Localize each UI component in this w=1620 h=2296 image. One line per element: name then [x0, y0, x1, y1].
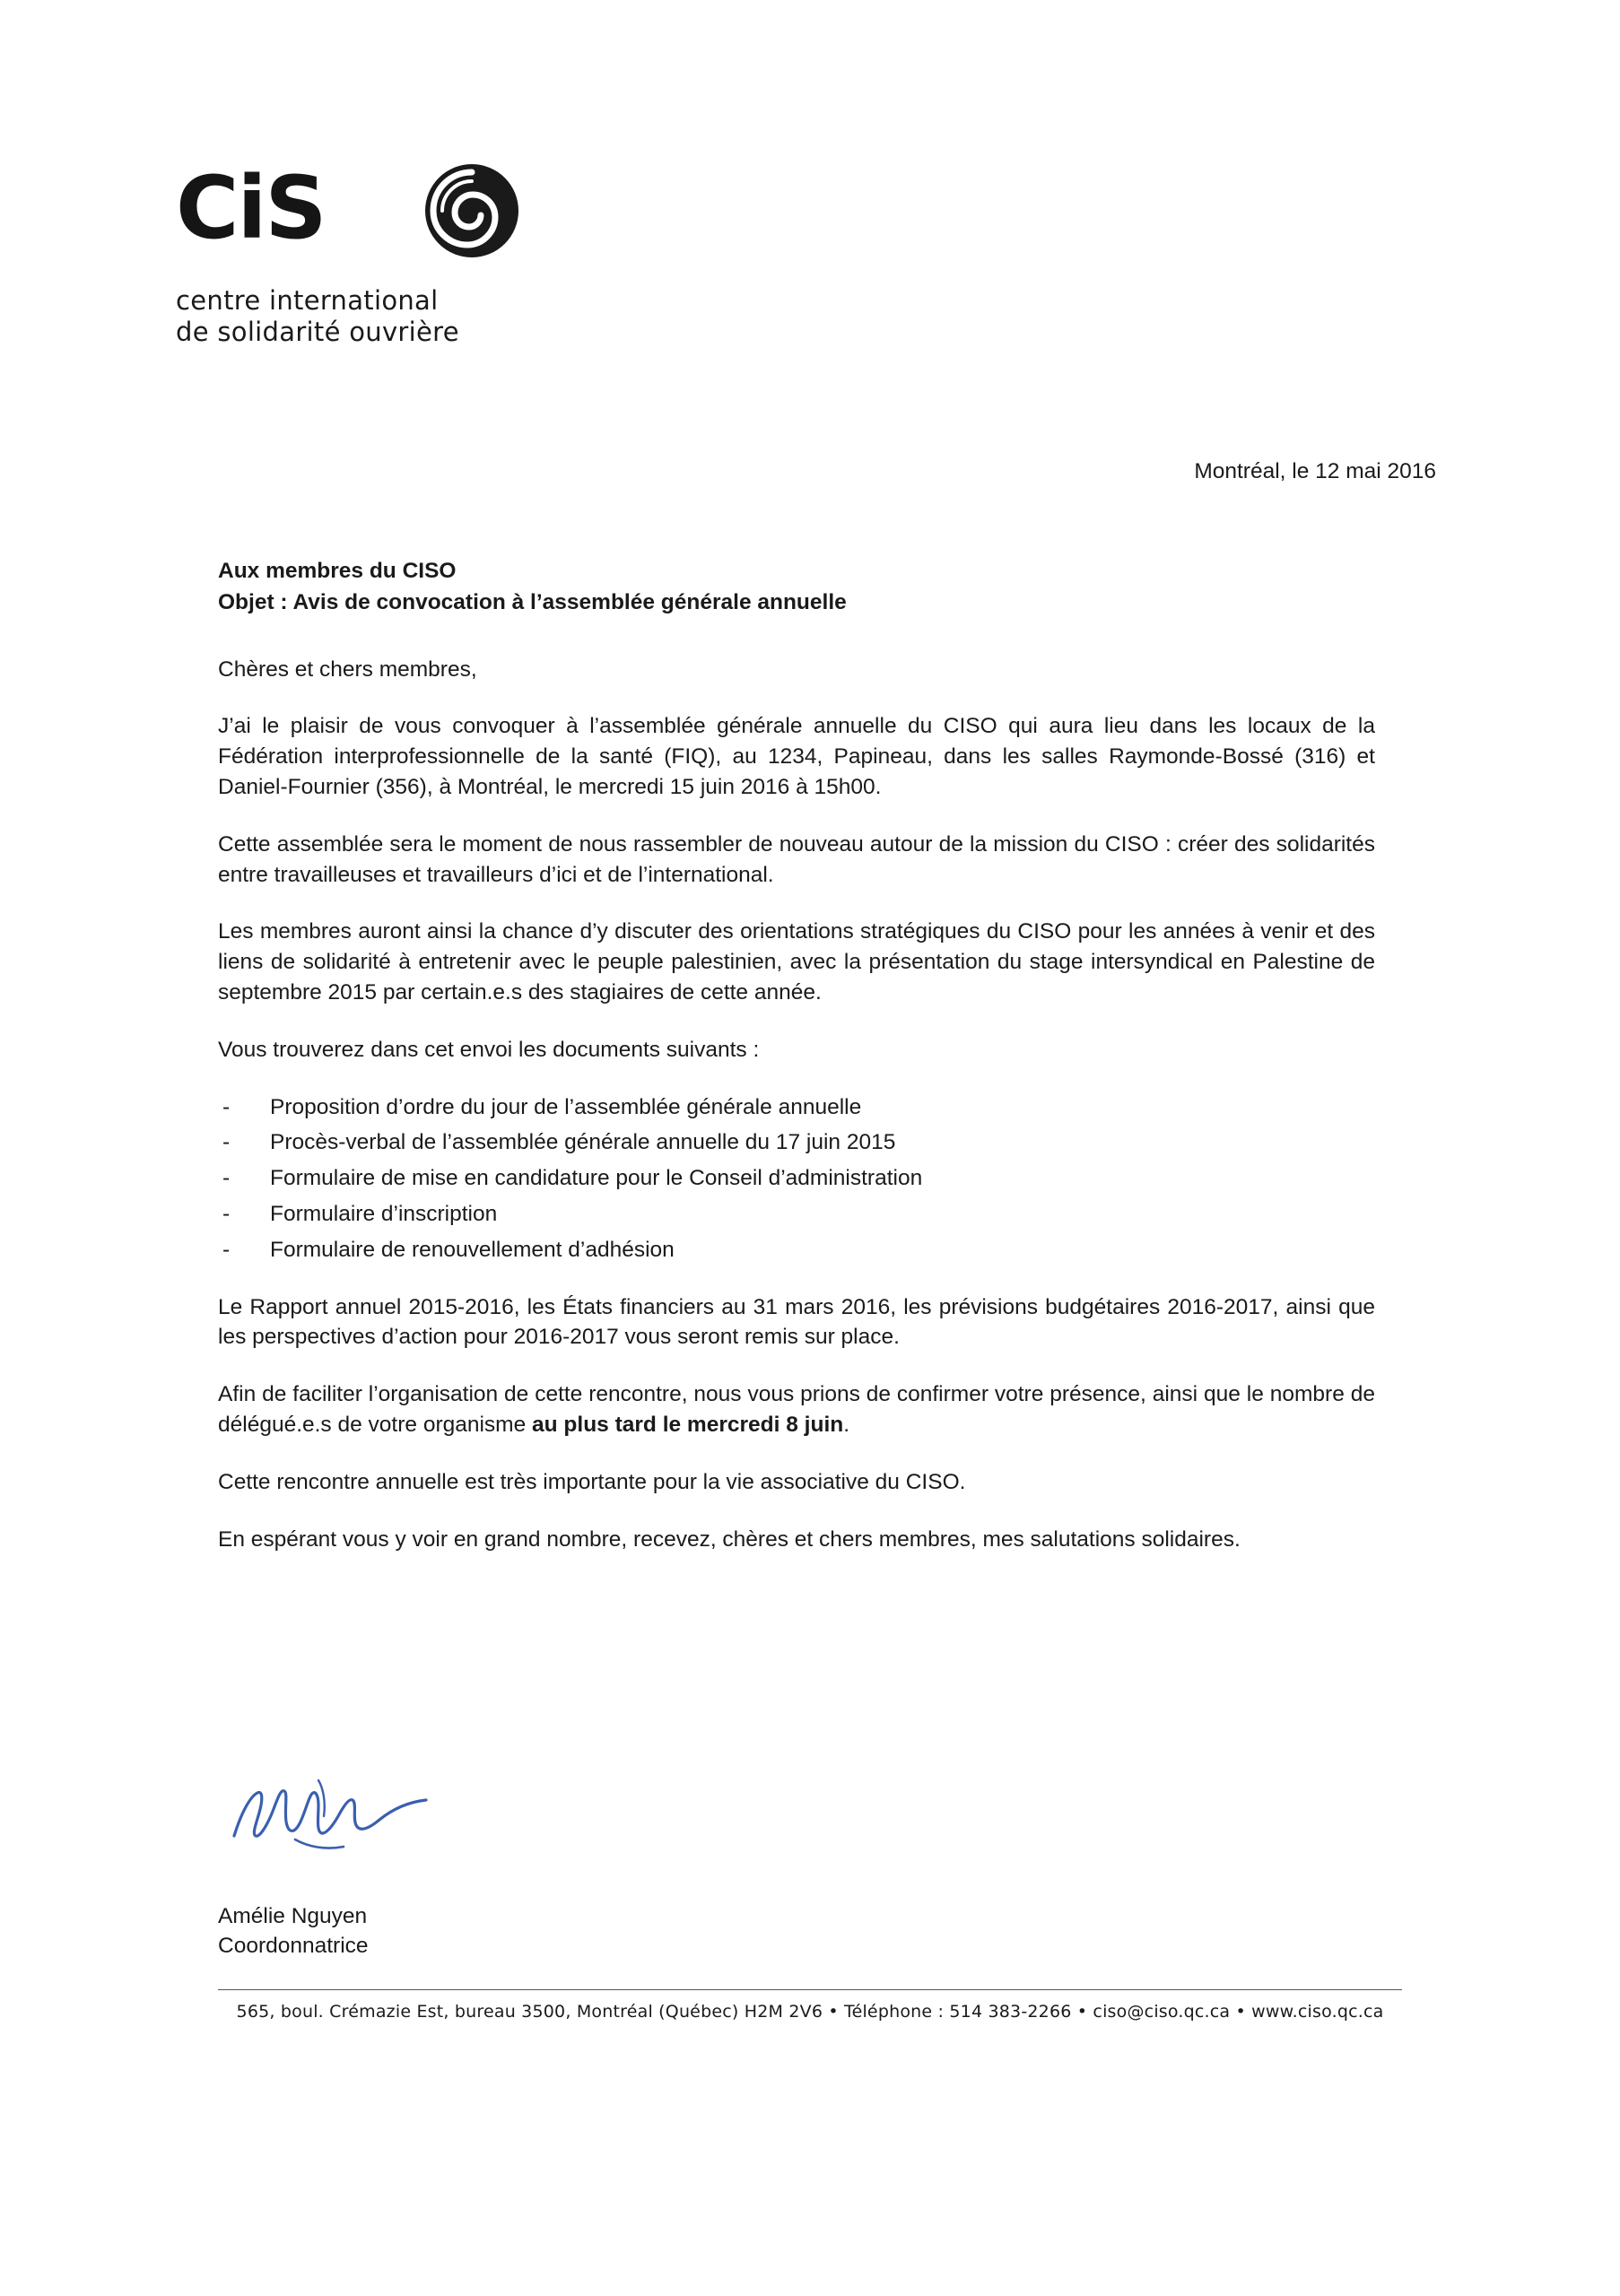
spacer [218, 619, 1375, 655]
list-item-label: Formulaire d’inscription [270, 1201, 498, 1226]
bullet-dash: - [222, 1094, 231, 1119]
letter-paragraph-6-part1: Afin de faciliter l’organisation de cette rencontre, nous vous prions de confirmer votre présence, ainsi que le nombre de délégué.e.s de votre organisme [218, 1382, 1375, 1437]
handwritten-signature-icon [218, 1753, 487, 1870]
bullet-dash: - [222, 1237, 231, 1262]
letter-recipient-block [218, 556, 1375, 619]
bullet-dash: - [222, 1201, 231, 1226]
letter-subject: Objet : Avis de convocation à l’assemblée générale annuelle [218, 589, 847, 614]
list-item-label: Formulaire de mise en candidature pour le Conseil d’administration [270, 1166, 923, 1191]
list-item-label: Procès-verbal de l’assemblée générale annuelle du 17 juin 2015 [270, 1130, 896, 1155]
signer-name: Amélie Nguyen [218, 1904, 368, 1928]
list-item [218, 1127, 1375, 1158]
footer-divider [218, 1989, 1402, 1990]
ciso-logo [176, 154, 553, 349]
list-item [218, 1092, 1375, 1123]
signature-image [218, 1753, 487, 1870]
letter-paragraph-5: Le Rapport annuel 2015-2016, les États financiers au 31 mars 2016, les prévisions budgétaires 2016-2017, ainsi que les perspectives d’action pour 2016-2017 vous seront remis sur place. [218, 1294, 1375, 1350]
letter-paragraph-2: Cette assemblée sera le moment de nous rassembler de nouveau autour de la mission du CISO : créer des solidarités entre travailleuses et travailleurs d’ici et de l’international. [218, 831, 1375, 887]
bullet-dash: - [222, 1130, 231, 1155]
letter-paragraph-3: Les membres auront ainsi la chance d’y discuter des orientations stratégiques du CISO pour les années à venir et des liens de solidarité à entretenir avec le peuple palestinien, avec la présentation du stage intersyndical en Palestine de septembre 2015 par certain.e.s des stagiaires de cette année. [218, 919, 1375, 1004]
letter-paragraph-7: Cette rencontre annuelle est très importante pour la vie associative du CISO. [218, 1469, 966, 1494]
letter-deadline-emphasis: au plus tard le mercredi 8 juin [532, 1412, 844, 1437]
letter-greeting: Chères et chers membres, [218, 657, 477, 682]
letter-body [218, 556, 1375, 1581]
enclosed-documents-list [218, 1092, 1375, 1265]
list-item [218, 1199, 1375, 1230]
list-item-label: Formulaire de renouvellement d’adhésion [270, 1237, 675, 1262]
spiral-swirl-icon [422, 161, 521, 260]
letter-paragraph-6-part2: . [843, 1412, 850, 1437]
list-item-label: Proposition d’ordre du jour de l’assemblée générale annuelle [270, 1094, 862, 1119]
logo-wordmark: CiS [176, 158, 326, 258]
logo-mark [176, 154, 535, 280]
signature-block [218, 1901, 369, 1961]
logo-subtitle [176, 285, 553, 349]
letter-paragraph-1: J’ai le plaisir de vous convoquer à l’assemblée générale annuelle du CISO qui aura lieu dans les locaux de la Fédération interprofessionnelle de la santé (FIQ), au 1234, Papineau, dans les salles Raymonde-Bossé (316) et Daniel-Fournier (356), à Montréal, le mercredi 15 juin 2016 à 15h00. [218, 714, 1375, 799]
list-item [218, 1235, 1375, 1265]
signer-title: Coordonnatrice [218, 1934, 369, 1959]
logo-subtitle-line1: centre international [176, 285, 439, 316]
bullet-dash: - [222, 1166, 231, 1191]
letter-paragraph-6 [218, 1379, 1375, 1440]
letter-recipient: Aux membres du CISO [218, 559, 457, 583]
letter-paragraph-8: En espérant vous y voir en grand nombre, recevez, chères et chers membres, mes salutations solidaires. [218, 1526, 1241, 1552]
letter-paragraph-4: Vous trouverez dans cet envoi les documents suivants : [218, 1037, 760, 1062]
letter-date: Montréal, le 12 mai 2016 [1194, 459, 1436, 483]
footer-contact-info: 565, boul. Crémazie Est, bureau 3500, Montréal (Québec) H2M 2V6 • Téléphone : 514 383-2266 • ciso@ciso.qc.ca • www.ciso.qc.ca [236, 2002, 1384, 2022]
logo-subtitle-line2: de solidarité ouvrière [176, 317, 459, 348]
list-item [218, 1163, 1375, 1194]
